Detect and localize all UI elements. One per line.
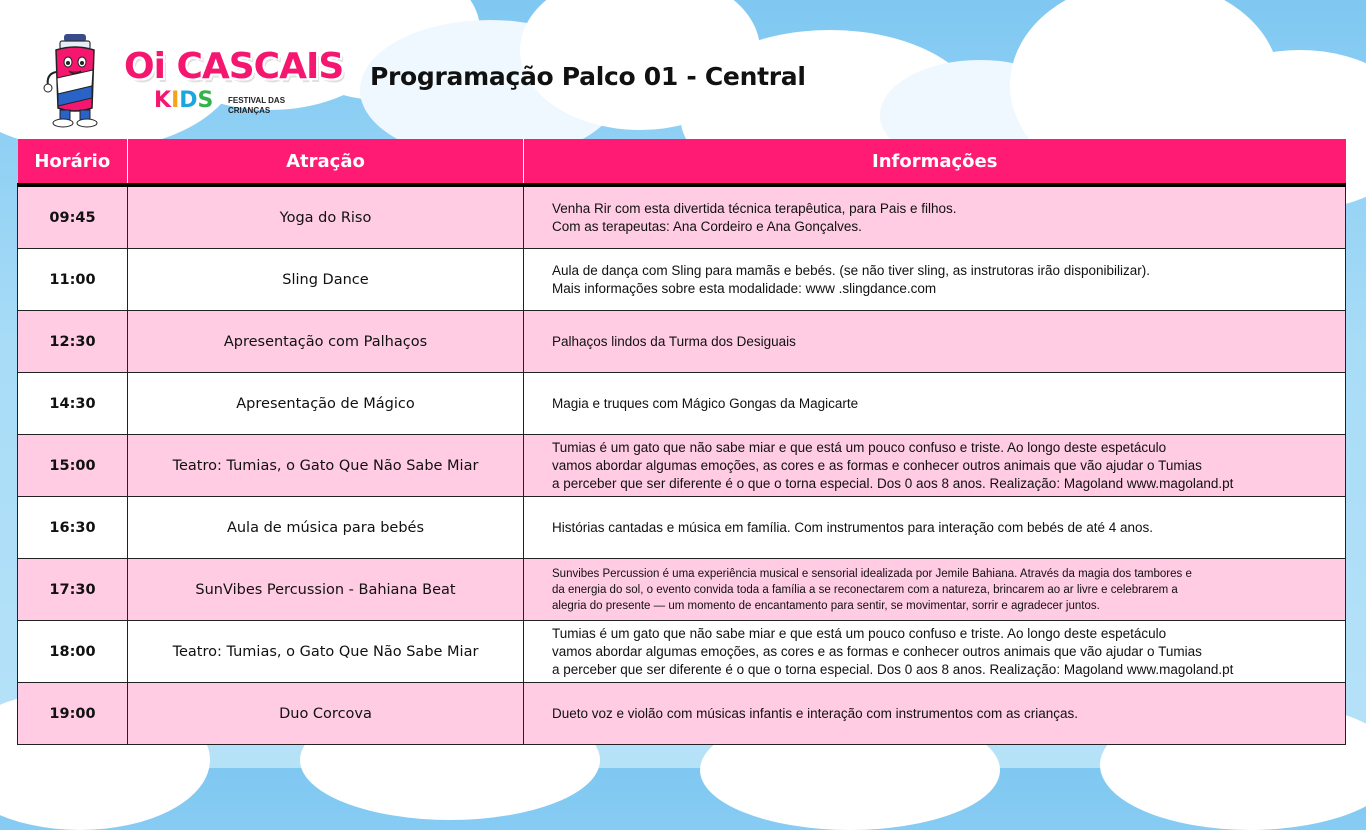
attraction-cell: Duo Corcova (128, 683, 524, 745)
info-cell (524, 249, 1346, 311)
info-line: a perceber que ser diferente é o que o torna especial. Dos 0 aos 8 anos. Realização: Magoland www.magoland.pt (552, 661, 1234, 677)
table-row (18, 621, 1346, 683)
info-cell (524, 497, 1346, 559)
table-row (18, 373, 1346, 435)
time-cell: 14:30 (18, 373, 128, 435)
logo-brand-text: Oi CASCAIS (124, 46, 344, 87)
table-row (18, 311, 1346, 373)
info-line: Venha Rir com esta divertida técnica terapêutica, para Pais e filhos. (552, 200, 957, 216)
page-title: Programação Palco 01 - Central (370, 62, 806, 91)
info-line: Com as terapeutas: Ana Cordeiro e Ana Gonçalves. (552, 218, 862, 234)
attraction-cell: Sling Dance (128, 249, 524, 311)
info-line: Tumias é um gato que não sabe miar e que está um pouco confuso e triste. Ao longo deste espetáculo (552, 625, 1167, 641)
info-line: a perceber que ser diferente é o que o torna especial. Dos 0 aos 8 anos. Realização: Magoland www.magoland.pt (552, 475, 1234, 491)
attraction-cell: SunVibes Percussion - Bahiana Beat (128, 559, 524, 621)
time-cell: 16:30 (18, 497, 128, 559)
info-line: alegria do presente — um momento de encantamento para sentir, se movimentar, sorrir e agradecer juntos. (552, 599, 1100, 612)
table-row (18, 497, 1346, 559)
table-header-row (18, 139, 1346, 185)
info-cell (524, 621, 1346, 683)
info-cell (524, 435, 1346, 497)
info-line: Histórias cantadas e música em família. Com instrumentos para interação com bebés de até 4 anos. (552, 519, 1154, 535)
table-row (18, 683, 1346, 745)
attraction-cell: Apresentação de Mágico (128, 373, 524, 435)
info-line: Tumias é um gato que não sabe miar e que está um pouco confuso e triste. Ao longo deste espetáculo (552, 439, 1167, 455)
header-time: Horário (18, 139, 128, 185)
attraction-cell: Teatro: Tumias, o Gato Que Não Sabe Miar (128, 435, 524, 497)
info-cell (524, 373, 1346, 435)
info-line: vamos abordar algumas emoções, as cores e as formas e conhecer outros animais que vão ajudar o Tumias (552, 643, 1202, 659)
time-cell: 12:30 (18, 311, 128, 373)
info-line: Mais informações sobre esta modalidade: www .slingdance.com (552, 280, 937, 296)
attraction-cell: Yoga do Riso (128, 185, 524, 249)
info-line: Dueto voz e violão com músicas infantis e interação com instrumentos com as crianças. (552, 705, 1078, 721)
time-cell: 11:00 (18, 249, 128, 311)
info-cell (524, 311, 1346, 373)
table-row (18, 559, 1346, 621)
header-attraction: Atração (128, 139, 524, 185)
info-cell (524, 559, 1346, 621)
logo-tagline: FESTIVAL DAS CRIANÇAS (228, 96, 286, 115)
attraction-cell: Teatro: Tumias, o Gato Que Não Sabe Miar (128, 621, 524, 683)
info-line: Sunvibes Percussion é uma experiência musical e sensorial idealizada por Jemile Bahiana. Através da magia dos tambores e (552, 567, 1192, 580)
info-cell (524, 185, 1346, 249)
attraction-cell: Aula de música para bebés (128, 497, 524, 559)
lighthouse-mascot-icon (42, 32, 108, 128)
table-row (18, 185, 1346, 249)
time-cell: 18:00 (18, 621, 128, 683)
logo-kids-text: KIDS (154, 88, 214, 113)
table-row (18, 249, 1346, 311)
info-cell (524, 683, 1346, 745)
time-cell: 09:45 (18, 185, 128, 249)
attraction-cell: Apresentação com Palhaços (128, 311, 524, 373)
info-line: Aula de dança com Sling para mamãs e bebés. (se não tiver sling, as instrutoras irão disponibilizar). (552, 262, 1151, 278)
time-cell: 15:00 (18, 435, 128, 497)
info-line: da energia do sol, o evento convida toda a família a se reconectarem com a natureza, brincarem ao ar livre e celebrarem a (552, 583, 1178, 596)
schedule-table (17, 139, 1346, 745)
info-line: Magia e truques com Mágico Gongas da Magicarte (552, 395, 859, 411)
festival-logo (42, 32, 344, 128)
table-row (18, 435, 1346, 497)
time-cell: 17:30 (18, 559, 128, 621)
info-line: Palhaços lindos da Turma dos Desiguais (552, 333, 796, 349)
info-line: vamos abordar algumas emoções, as cores e as formas e conhecer outros animais que vão ajudar o Tumias (552, 457, 1202, 473)
time-cell: 19:00 (18, 683, 128, 745)
header-info: Informações (524, 139, 1346, 185)
